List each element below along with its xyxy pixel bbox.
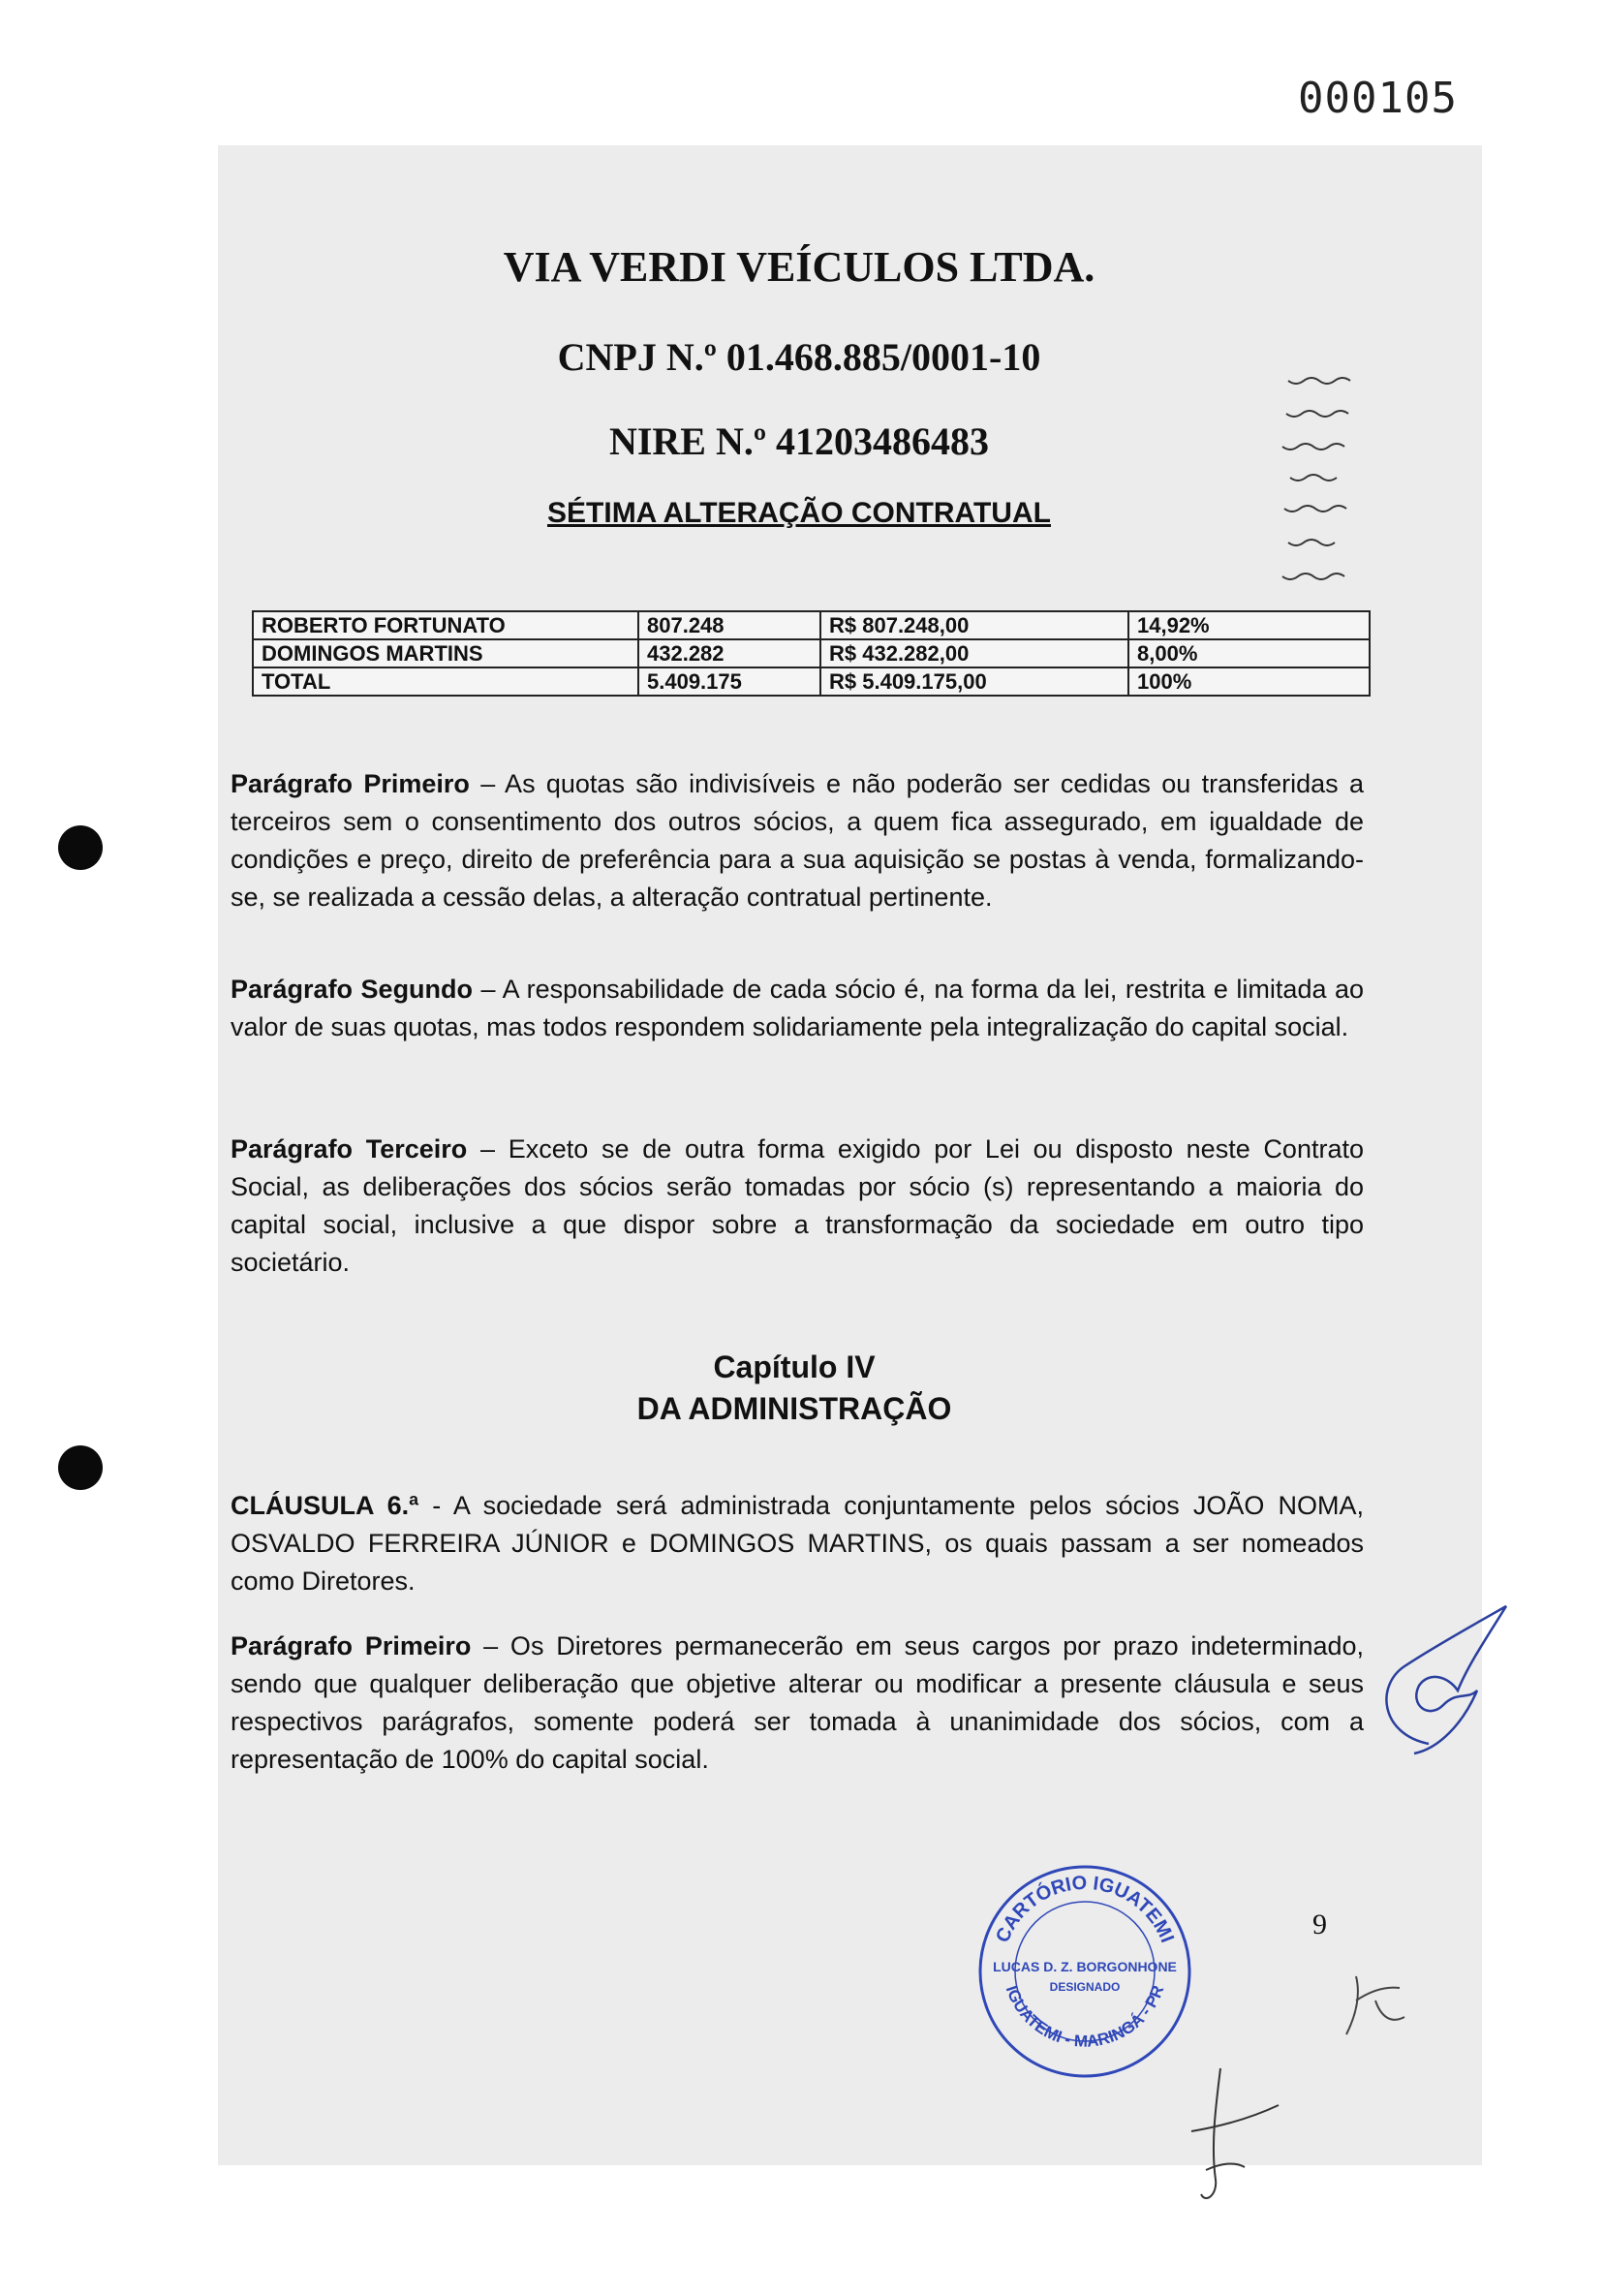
- paragraph-text: – Exceto se de outra forma exigido por Lei ou disposto neste Contrato Social, as deliberações dos sócios serão tomadas por sócio (s) representando a maioria do capital social, inclusive a que dispor sobre a transformação da sociedade em outro tipo societário.: [231, 1134, 1364, 1277]
- table-row-total: [253, 667, 1370, 696]
- total-percent: 100%: [1128, 667, 1370, 696]
- notary-stamp: [969, 1855, 1201, 2088]
- paragraph-text: – As quotas são indivisíveis e não poderão ser cedidas ou transferidas a terceiros sem o consentimento dos outros sócios, a quem fica assegurado, em igualdade de condições e preço, direito de preferência para a sua aquisição se postas à venda, formalizando-se, se realizada a cessão delas, a alteração contratual pertinente.: [231, 769, 1364, 912]
- chapter-number: Capítulo IV: [713, 1350, 876, 1384]
- signature-blue: [1361, 1598, 1530, 1792]
- folio-number: 9: [1312, 1908, 1327, 1940]
- punch-hole: [58, 825, 103, 870]
- company-name: VIA VERDI VEÍCULOS LTDA.: [503, 243, 1095, 291]
- paragraph-label: Parágrafo Terceiro: [231, 1134, 468, 1164]
- stamp-bottom-text: IGUATEMI - MARINGÁ - PR: [1002, 1982, 1168, 2051]
- clause-paragraph-first: [231, 1628, 1364, 1779]
- paragraph-second: [231, 971, 1364, 1046]
- paragraph-first: [231, 765, 1364, 916]
- stamp-role: DESIGNADO: [1049, 1980, 1121, 1994]
- clause-sixth: [231, 1487, 1364, 1600]
- paragraph-label: Parágrafo Primeiro: [231, 1631, 472, 1660]
- quota-count: 432.282: [638, 639, 820, 667]
- cnpj-number: CNPJ N.º 01.468.885/0001-10: [557, 335, 1041, 379]
- stamp-name: LUCAS D. Z. BORGONHONE: [993, 1959, 1177, 1974]
- partner-name: DOMINGOS MARTINS: [253, 639, 638, 667]
- paragraph-text: – A responsabilidade de cada sócio é, na forma da lei, restrita e limitada ao valor de suas quotas, mas todos respondem solidariamente pela integralização do capital social.: [231, 975, 1364, 1041]
- partner-name: ROBERTO FORTUNATO: [253, 611, 638, 639]
- table-row: [253, 639, 1370, 667]
- punch-hole: [58, 1445, 103, 1490]
- page-stamp-number: 000105: [1298, 74, 1458, 123]
- clause-text: - A sociedade será administrada conjuntamente pelos sócios JOÃO NOMA, OSVALDO FERREIRA JÚNIOR e DOMINGOS MARTINS, os quais passam a ser nomeados como Diretores.: [231, 1491, 1364, 1596]
- total-value: R$ 5.409.175,00: [820, 667, 1128, 696]
- document-subtitle: SÉTIMA ALTERAÇÃO CONTRATUAL: [547, 497, 1051, 529]
- initials-signature: [1327, 1957, 1414, 2049]
- table-row: [253, 611, 1370, 639]
- quota-percent: 14,92%: [1128, 611, 1370, 639]
- total-quotas: 5.409.175: [638, 667, 820, 696]
- chapter-title: DA ADMINISTRAÇÃO: [636, 1391, 952, 1426]
- quota-count: 807.248: [638, 611, 820, 639]
- quota-table: [252, 610, 1371, 697]
- total-label: TOTAL: [253, 667, 638, 696]
- paragraph-third: [231, 1131, 1364, 1282]
- clause-label: CLÁUSULA 6.ª: [231, 1491, 419, 1520]
- nire-number: NIRE N.º 41203486483: [608, 419, 990, 463]
- quota-value: R$ 432.282,00: [820, 639, 1128, 667]
- rubric-signature: [1177, 2059, 1293, 2214]
- paragraph-label: Parágrafo Primeiro: [231, 769, 470, 798]
- quota-percent: 8,00%: [1128, 639, 1370, 667]
- paragraph-text: – Os Diretores permanecerão em seus cargos por prazo indeterminado, sendo que qualquer deliberação que objetive alterar ou modificar a presente cláusula e seus respectivos parágrafos, somente poderá ser tomada à unanimidade dos sócios, com a representação de 100% do capital social.: [231, 1631, 1365, 1774]
- stamp-top-text: CARTÓRIO IGUATEMI: [992, 1872, 1178, 1946]
- quota-value: R$ 807.248,00: [820, 611, 1128, 639]
- paragraph-label: Parágrafo Segundo: [231, 975, 474, 1004]
